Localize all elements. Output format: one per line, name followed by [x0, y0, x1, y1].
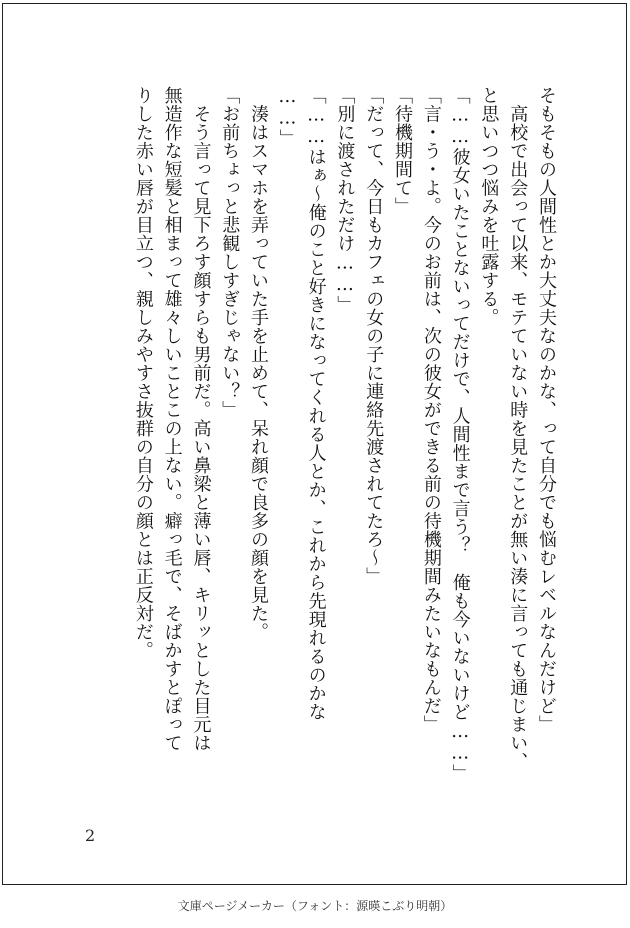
footer-credit: 文庫ページメーカー（フォント：源暎こぶり明朝） — [177, 899, 453, 913]
text-line: ……」 — [276, 86, 298, 148]
text-line: そもそもの人間性とか大丈夫なのかな、って自分でも悩むレベルなんだけど」 — [536, 86, 557, 734]
text-line: 「待機期間て」 — [392, 86, 414, 216]
text-line: りした赤い唇が目立つ、親しみやすさ抜群の自分の顔とは正反対だ。 — [132, 86, 154, 660]
text-line: 「……はぁ～俺のこと好きになってくれる人とか、これから先現れるのかな — [305, 86, 327, 721]
text-line: 「だって、今日もカフェの女の子に連絡先渡されてたろ～」 — [363, 86, 385, 586]
body-text — [40, 86, 560, 806]
text-line: そう言って見下ろす顔すらも男前だ。高い鼻梁と薄い唇、キリッとした目元は — [190, 86, 212, 752]
text-line: 「……彼女いたことないってだけで、人間性まで言う？ 俺も今いないけど……」 — [449, 86, 471, 783]
text-line: 湊はスマホを弄っていた手を止めて、呆れ顔で良多の顔を見た。 — [248, 86, 270, 641]
text-line: 「別に渡されただけ……」 — [334, 86, 356, 314]
text-line: 「お前ちょっと悲観しすぎじゃない？」 — [219, 86, 241, 419]
text-line: 無造作な短髪と相まって雄々しいことこの上ない。癖っ毛で、そばかすとぽって — [161, 86, 183, 752]
page-frame — [2, 3, 627, 885]
text-line: 高校で出会って以来、モテていない時を見たことが無い湊に言っても通じまい、 — [507, 86, 529, 771]
text-line: と思いつつ悩みを吐露する。 — [478, 86, 500, 327]
page-number: 2 — [85, 826, 96, 845]
text-line: 「言・う・よ。今のお前は、次の彼女ができる前の待機期間みたいなもんだ」 — [420, 86, 442, 734]
